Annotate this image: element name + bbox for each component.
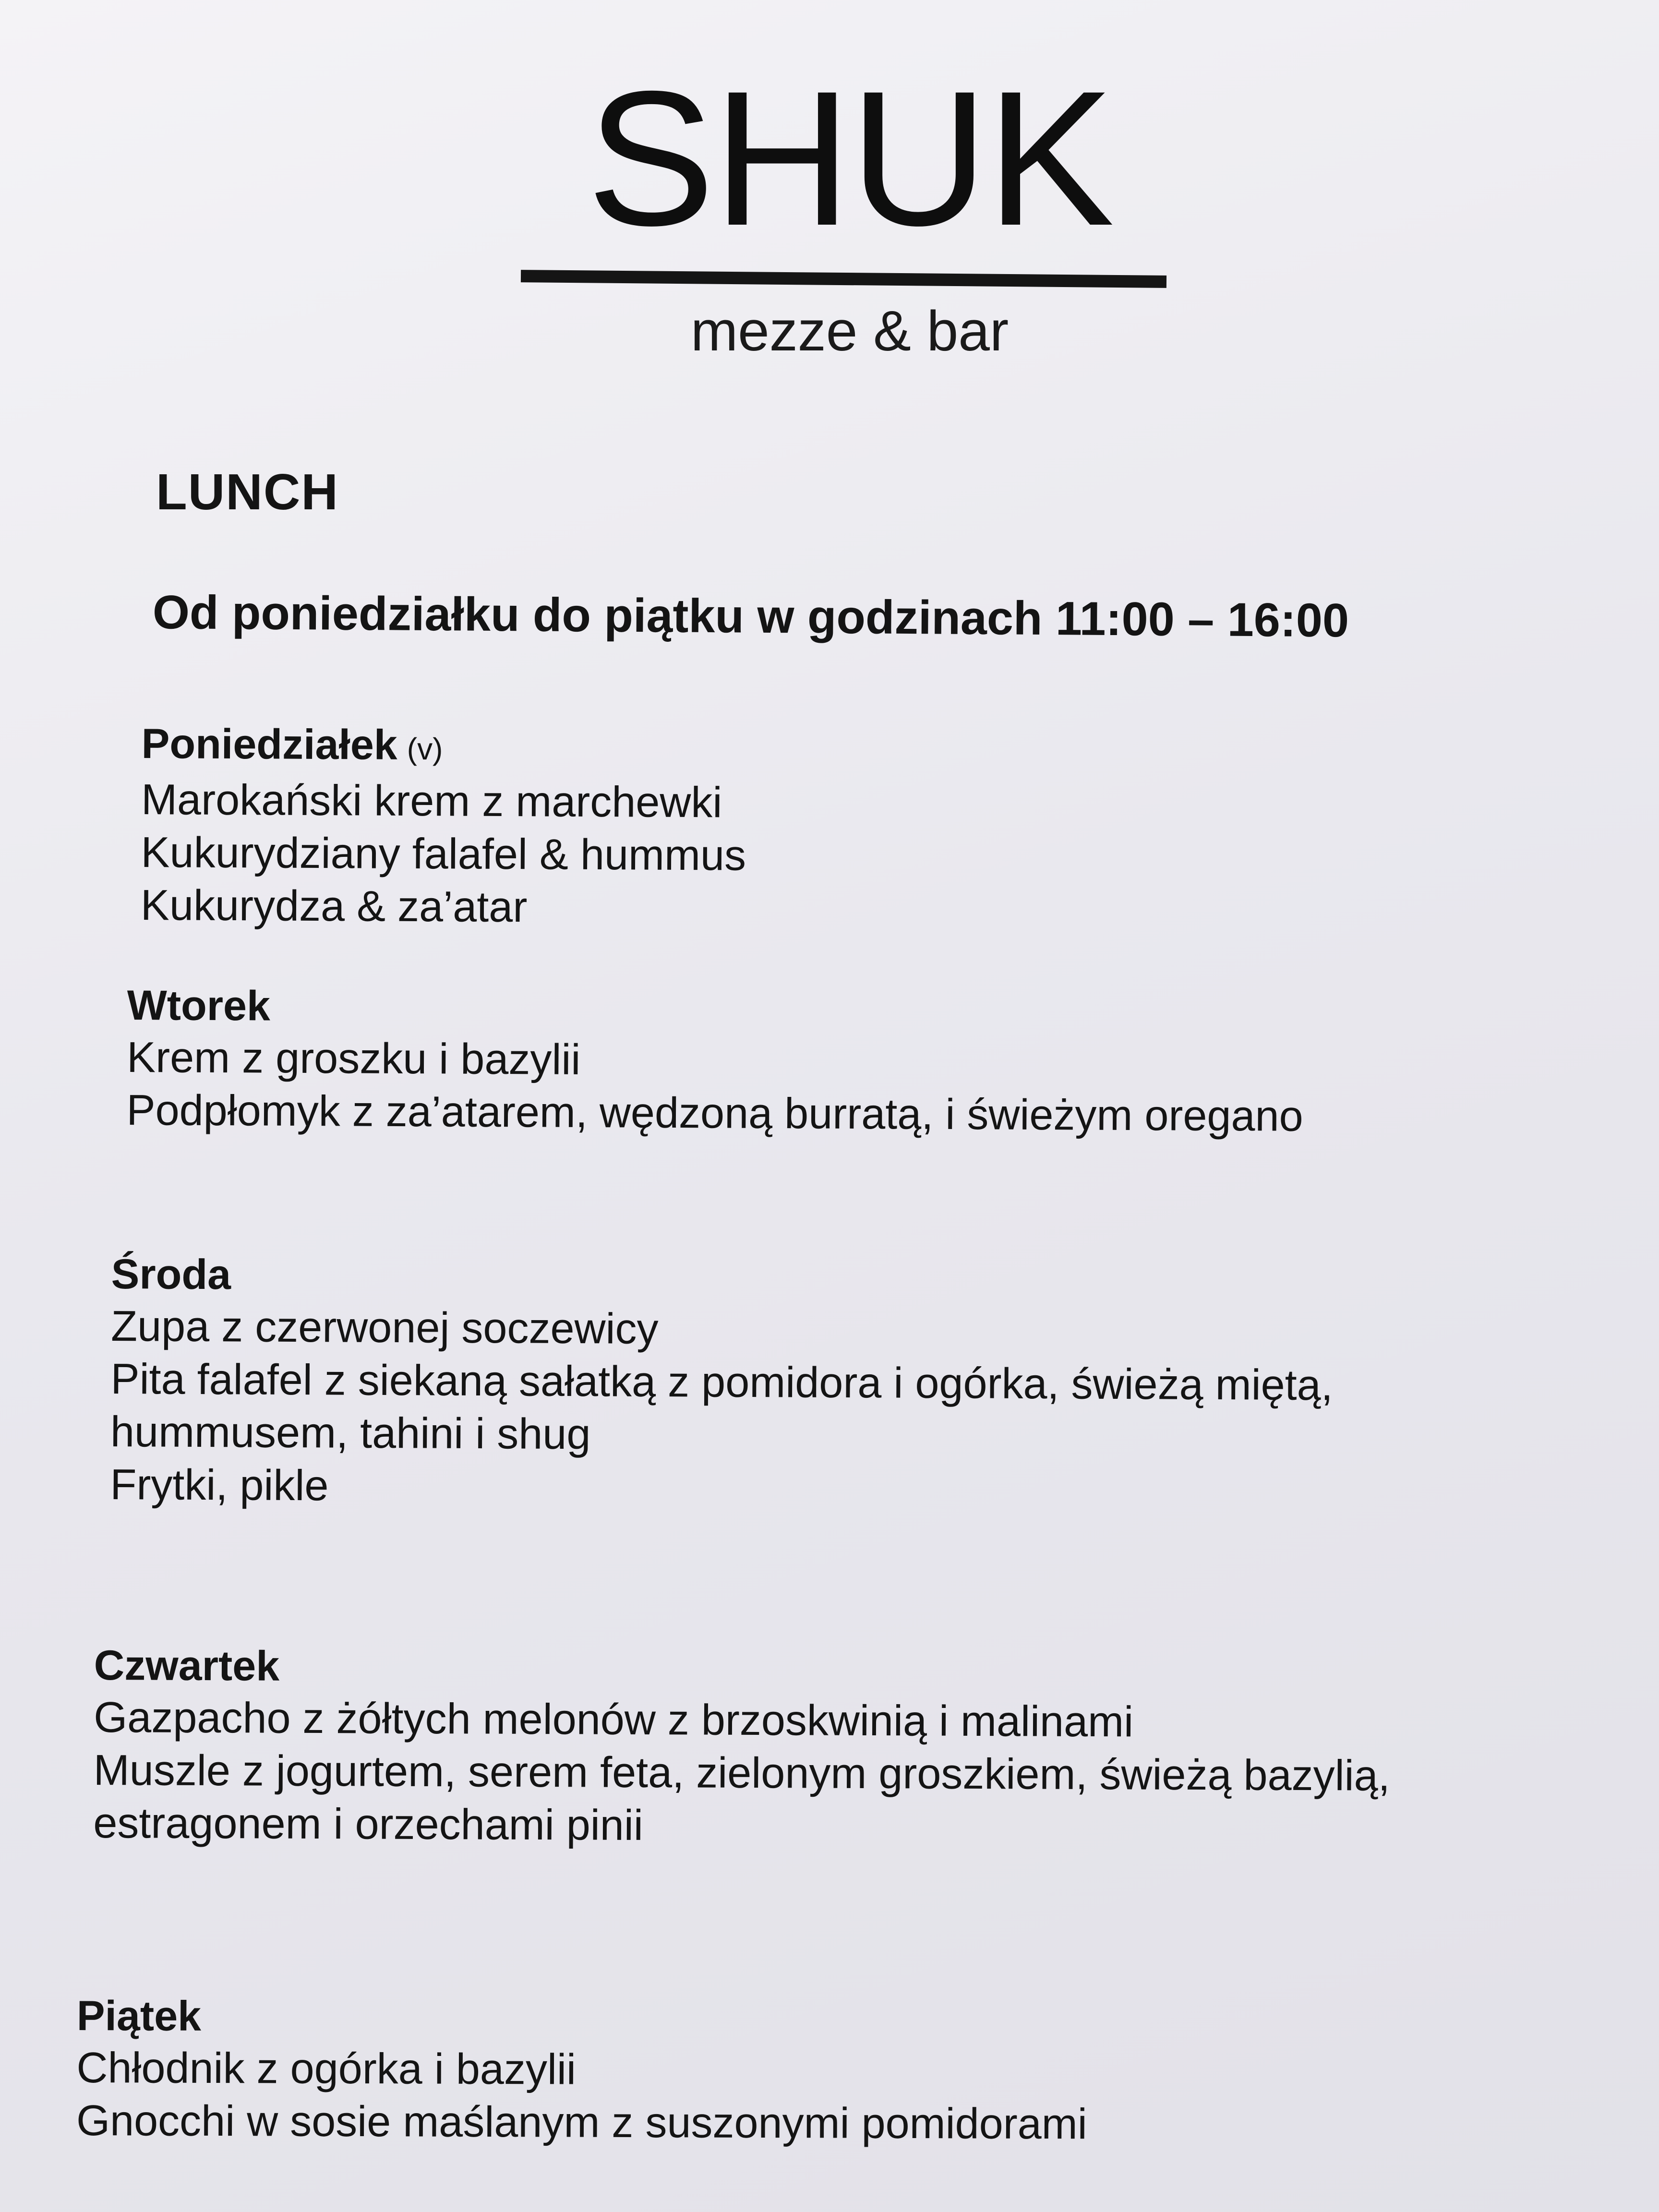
dish-item: Gnocchi w sosie maślanym z suszonymi pomidorami [76, 2096, 1087, 2149]
menu-header [0, 0, 1659, 374]
day-name: Środa [111, 1250, 231, 1298]
day-thursday [93, 1639, 1582, 1856]
vegetarian-note: (v) [407, 731, 443, 767]
dish-item: Chłodnik z ogórka i bazylii [76, 2044, 577, 2094]
day-tuesday [126, 979, 1615, 1144]
day-name-text: Poniedziałek [141, 720, 398, 769]
day-wednesday [110, 1248, 1599, 1519]
dish-item: Muszle z jogurtem, serem feta, zielonym groszkiem, świeżą bazylią, estragonem i orzechami pinii [93, 1746, 1390, 1850]
dish-item: Kukurydziany falafel & hummus [141, 828, 746, 880]
dish-item: Frytki, pikle [110, 1460, 329, 1510]
section-title: LUNCH [156, 464, 339, 520]
day-name [141, 718, 1630, 781]
brand-logo-title: SHUK [587, 51, 1113, 265]
day-name: Czwartek [94, 1641, 280, 1690]
day-monday [141, 718, 1630, 939]
dish-item: Krem z groszku i bazylii [126, 1033, 581, 1084]
dish-item: Marokański krem z marchewki [141, 775, 722, 827]
lunch-hours: Od poniedziałku do piątku w godzinach 11:00 – 16:00 [152, 585, 1349, 647]
brand-logo-underline [521, 270, 1166, 288]
dish-item: Zupa z czerwonej soczewicy [110, 1302, 659, 1353]
day-name: Wtorek [127, 981, 271, 1030]
dish-item: Podpłomyk z za’atarem, wędzoną burratą, i świeżym oregano [126, 1086, 1303, 1141]
dish-item: Pita falafel z siekaną sałatką z pomidora i ogórka, świeżą miętą, hummusem, tahini i shug [110, 1355, 1334, 1459]
dish-item: Gazpacho z żółtych melonów z brzoskwinią i malinami [94, 1693, 1134, 1746]
day-friday [76, 1990, 1565, 2152]
day-name: Piątek [76, 1992, 202, 2040]
brand-subtitle: mezze & bar [690, 300, 1009, 363]
dish-item: Kukurydza & za’atar [140, 881, 528, 932]
